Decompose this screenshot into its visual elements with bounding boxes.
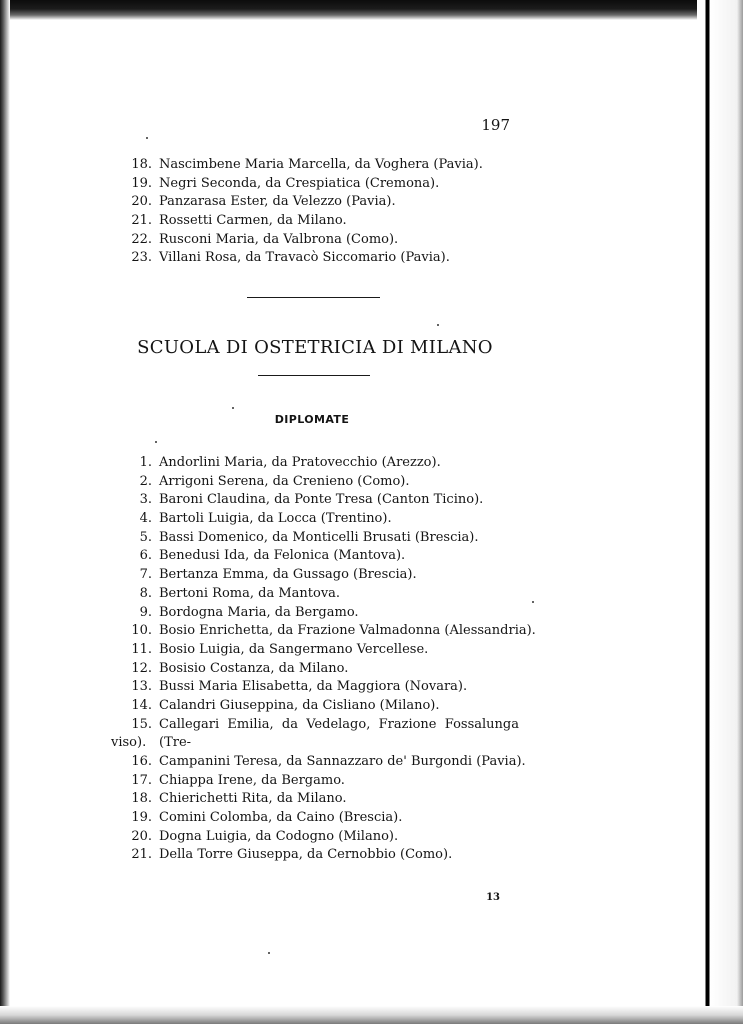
item-number: 13. (131, 679, 152, 695)
item-number: 15. (131, 716, 152, 732)
item-text: Nascimbene Maria Marcella, da Voghera (Pavia). (159, 157, 483, 172)
item-text: Bosio Luigia, da Sangermano Vercellese. (159, 641, 429, 657)
item-text: Panzarasa Ester, da Velezzo (Pavia). (159, 194, 396, 210)
speck (268, 952, 270, 954)
item-text: Arrigoni Serena, da Crenieno (Como). (159, 473, 410, 489)
item-text: Callegari Emilia, da Vedelago, Frazione Fossalunga (Tre- (159, 716, 519, 751)
page-number: 197 (481, 116, 510, 134)
item-number: 16. (131, 754, 152, 770)
item-number: 19. (131, 810, 152, 826)
item-text: Bosisio Costanza, da Milano. (159, 660, 349, 676)
signature-mark: 13 (486, 892, 500, 903)
item-text: Della Torre Giuseppa, da Cernobbio (Como). (159, 847, 453, 863)
item-text: Bertoni Roma, da Mantova. (159, 585, 341, 601)
item-text: Rossetti Carmen, da Milano. (159, 213, 347, 229)
item-number: 22. (131, 231, 152, 247)
item-text: Bertanza Emma, da Gussago (Brescia). (159, 567, 417, 583)
item-number: 6. (139, 548, 152, 564)
item-text: Dogna Luigia, da Codogno (Milano). (159, 828, 399, 844)
item-number: 20. (131, 828, 152, 844)
item-number: 21. (131, 213, 152, 229)
item-text: Bussi Maria Elisabetta, da Maggiora (Novara). (159, 679, 468, 695)
item-number: 20. (131, 194, 152, 210)
scan-left-edge (0, 0, 10, 1024)
scan-bottom-edge (0, 1006, 743, 1024)
book-binding-edge (697, 0, 743, 1024)
item-text: Baroni Claudina, da Ponte Tresa (Canton Ticino). (159, 492, 484, 508)
item-text: Bosio Enrichetta, da Frazione Valmadonna (Alessandria). (159, 623, 536, 639)
item-number: 3. (139, 492, 152, 508)
item-text: Campanini Teresa, da Sannazzaro de' Burgondi (Pavia). (159, 754, 526, 770)
scan-top-edge (0, 0, 743, 20)
item-number: 12. (131, 660, 152, 676)
item-text: Bassi Domenico, da Monticelli Brusati (Brescia). (159, 529, 479, 545)
item-number: 18. (131, 157, 152, 172)
item-number: 1. (139, 455, 152, 470)
item-number: 14. (131, 697, 152, 713)
item-text: Andorlini Maria, da Pratovecchio (Arezzo). (159, 455, 441, 470)
item-number: 19. (131, 175, 152, 191)
item-number: 4. (139, 511, 152, 527)
item-number: 10. (131, 623, 152, 639)
item-text: Comini Colomba, da Caino (Brescia). (159, 810, 403, 826)
item-number: 2. (139, 473, 152, 489)
item-number: 5. (139, 529, 152, 545)
item-number: 9. (139, 604, 152, 620)
speck (532, 601, 534, 603)
item-text: Benedusi Ida, da Felonica (Mantova). (159, 548, 406, 564)
speck (146, 137, 148, 139)
item-number: 21. (131, 847, 152, 863)
divider-rule-top (247, 297, 380, 298)
item-text: Calandri Giuseppina, da Cisliano (Milano). (159, 697, 440, 713)
item-text: Villani Rosa, da Travacò Siccomario (Pavia). (159, 250, 450, 266)
item-text-continuation: viso). (111, 735, 147, 751)
item-text: Chierichetti Rita, da Milano. (159, 791, 347, 807)
item-number: 23. (131, 250, 152, 266)
item-number: 7. (139, 567, 152, 583)
item-number: 8. (139, 585, 152, 601)
section-title: SCUOLA DI OSTETRICIA DI MILANO (137, 337, 493, 358)
divider-rule-bottom (258, 375, 370, 376)
speck (155, 441, 157, 443)
subsection-title: DIPLOMATE (274, 413, 350, 426)
item-text: Chiappa Irene, da Bergamo. (159, 772, 345, 788)
item-text: Rusconi Maria, da Valbrona (Como). (159, 231, 399, 247)
item-text: Negri Seconda, da Crespiatica (Cremona). (159, 175, 440, 191)
speck (232, 407, 234, 409)
item-number: 17. (131, 772, 152, 788)
item-text: Bordogna Maria, da Bergamo. (159, 604, 359, 620)
item-number: 11. (131, 641, 152, 657)
speck (437, 324, 439, 326)
item-number: 18. (131, 791, 152, 807)
item-text: Bartoli Luigia, da Locca (Trentino). (159, 511, 392, 527)
